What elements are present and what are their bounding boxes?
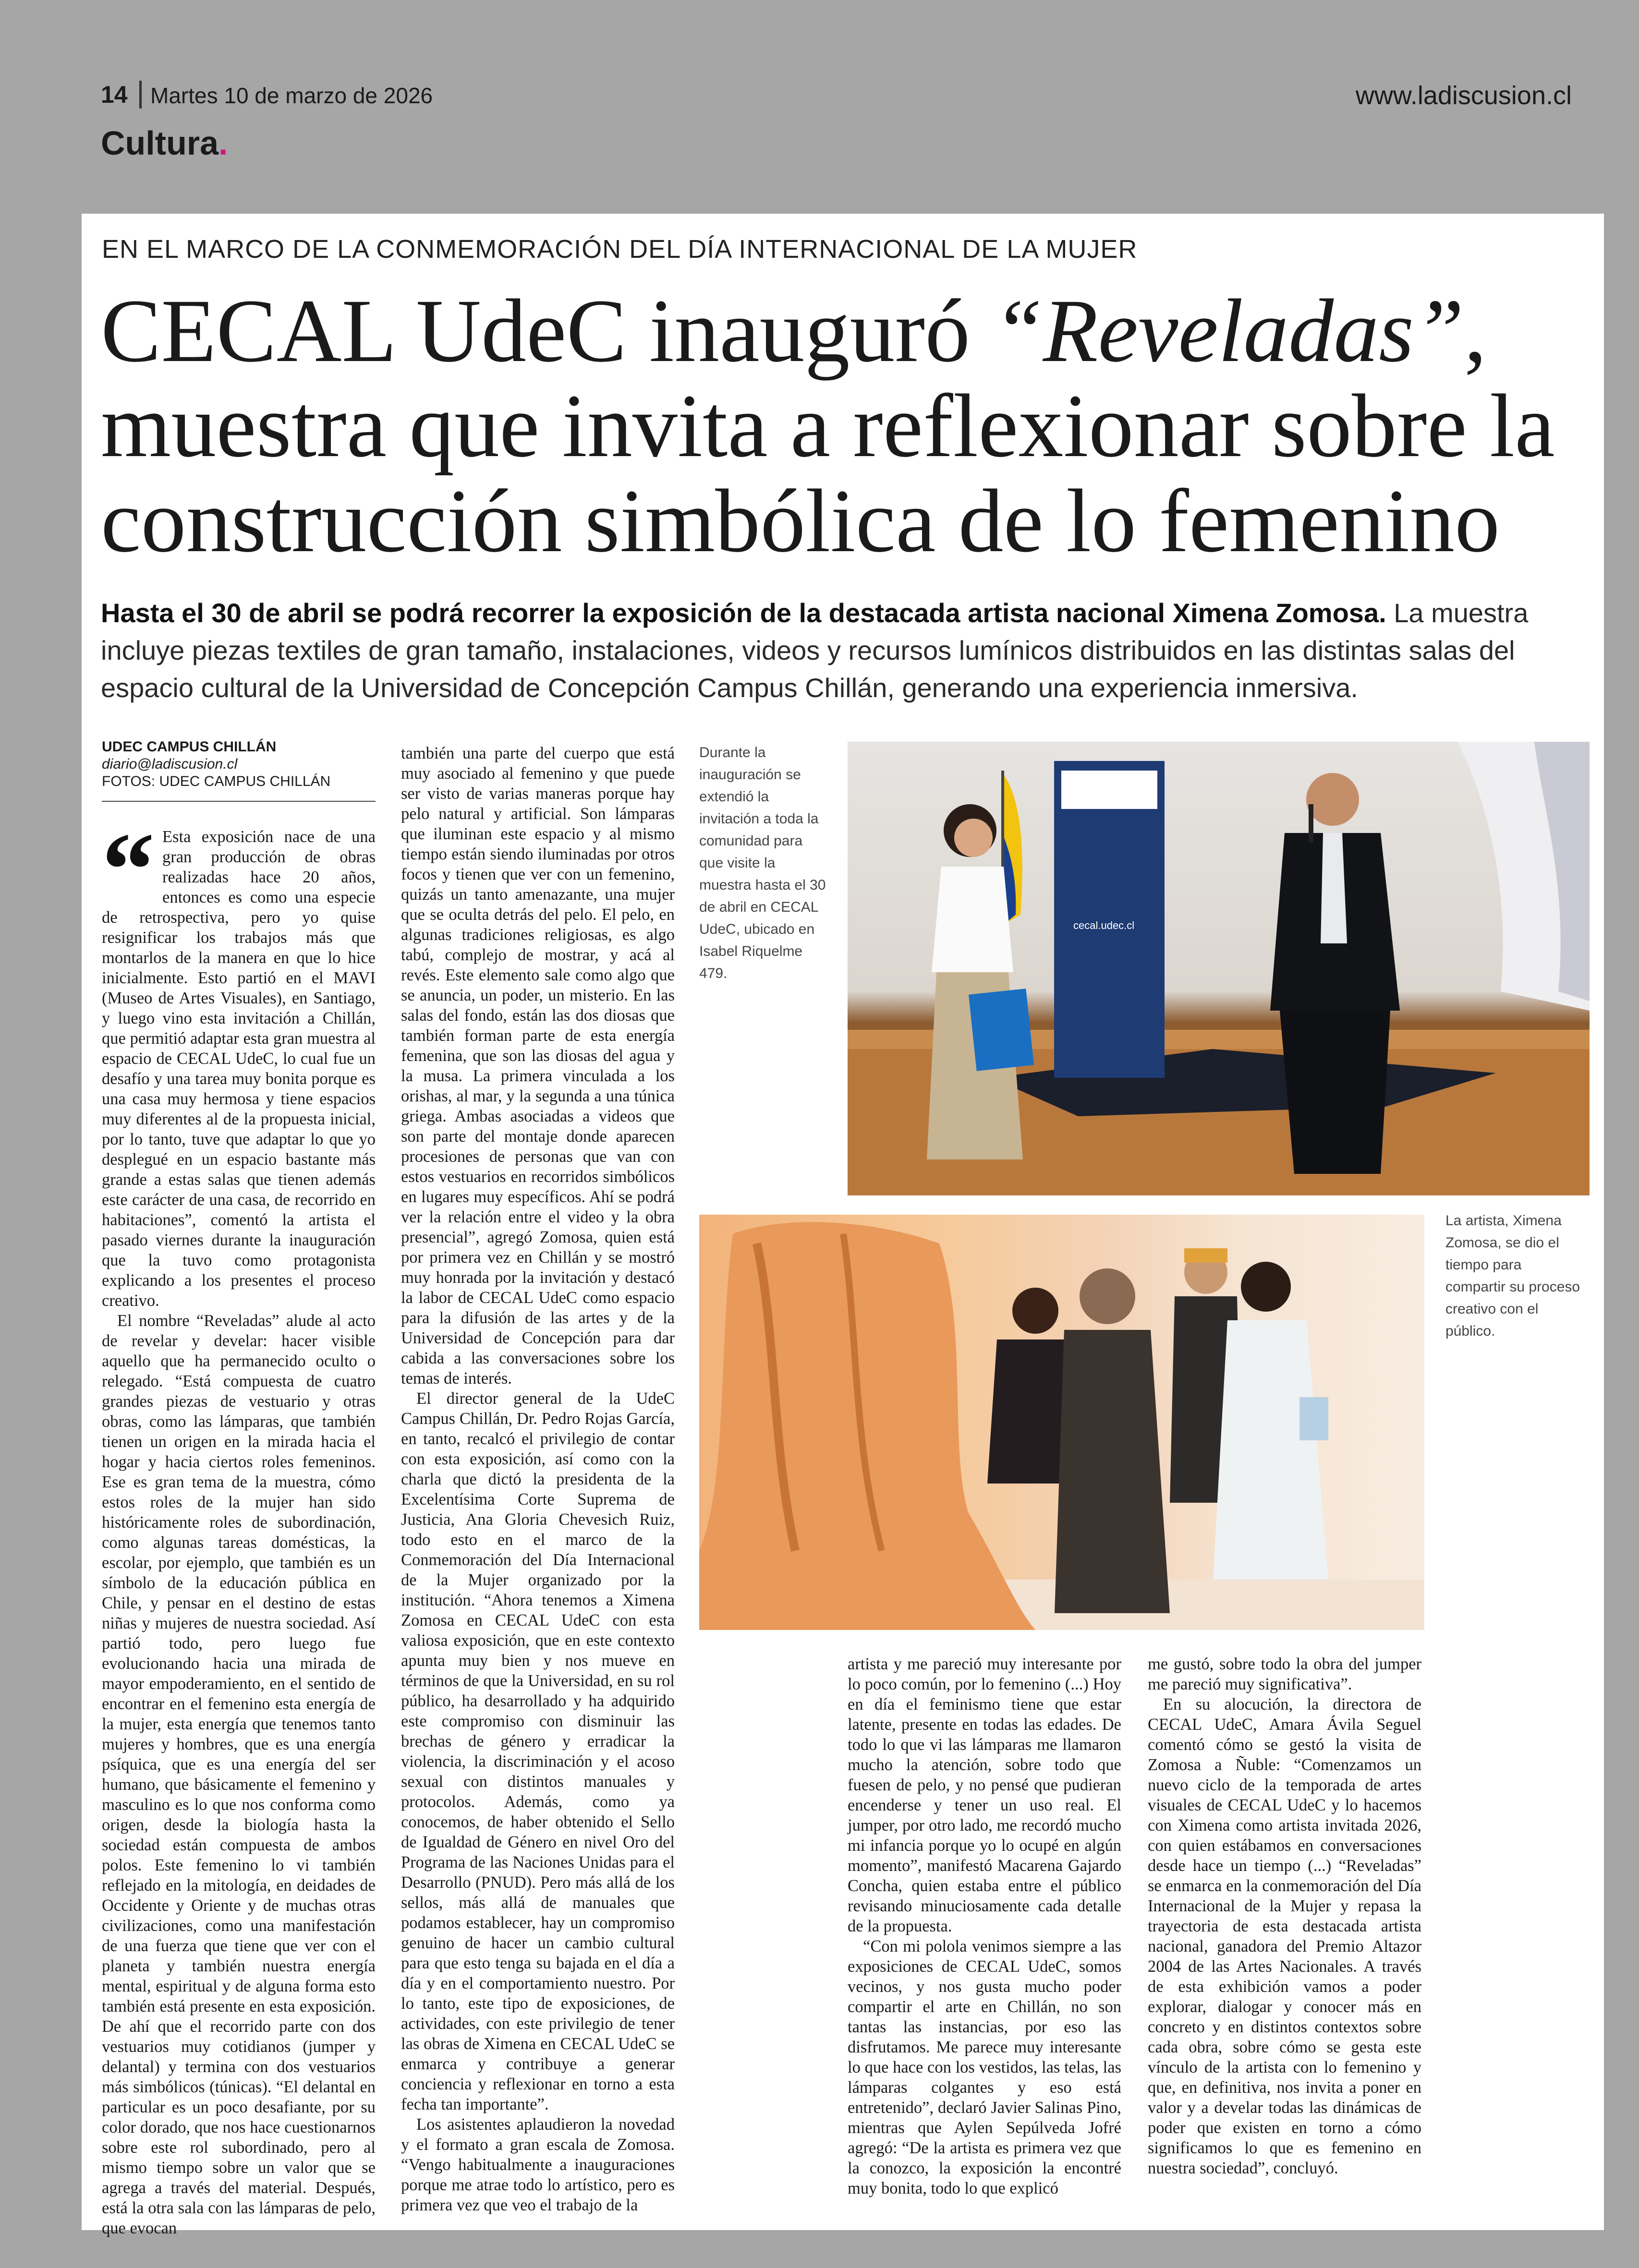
byline-email[interactable]: diario@ladiscusion.cl xyxy=(102,756,238,772)
blue-folder xyxy=(969,989,1034,1071)
banner-logo-area xyxy=(1061,771,1157,809)
woman-white-blouse xyxy=(932,867,1013,972)
visitor-4-head xyxy=(1241,1262,1291,1312)
visitor-1-head xyxy=(1012,1288,1058,1334)
byline-author: UDEC CAMPUS CHILLÁN xyxy=(102,739,277,755)
man-head xyxy=(1306,773,1359,826)
publication-date: Martes 10 de marzo de 2026 xyxy=(150,83,433,108)
section-dot: . xyxy=(219,124,228,162)
byline-divider xyxy=(102,801,376,802)
body-paragraph: “Con mi polola venimos siempre a las exposiciones de CECAL UdeC, somos vecinos, y nos gusta mucho poder compartir el arte en Chillán, no son tantas las instancias, por eso las disfrutamos. Me parece muy interesante lo que hace con los vestidos, las telas, las lámparas colgantes y eso está entretenido”, declaró Javier Salinas Pino, mientras que Aylen Sepúlveda Jofré agregó: “De la artista es primera vez que la conozco, la exposición la encontré muy bonita, todo lo que explicó xyxy=(848,1937,1121,2197)
body-column-1 xyxy=(102,811,376,2238)
body-paragraph: Los asistentes aplaudieron la novedad y el formato a gran escala de Zomosa. “Vengo habitualmente a inauguraciones porque me atrae todo lo artístico, pero es primera vez que veo el trabajo de la xyxy=(401,2115,675,2214)
body-column-3 xyxy=(848,1654,1121,2198)
body-paragraph: El director general de la UdeC Campus Chillán, Dr. Pedro Rojas García, en tanto, recalcó el privilegio de contar con esta exposición, así como con la charla que dictó la presidenta de la Excelentísima Corte Suprema de Justicia, Ana Gloria Chevesich Ruiz, todo esto en el marco de la Conmemoración del Día Internacional de la Mujer organizado por la institución. “Ahora tenemos a Ximena Zomosa en CECAL UdeC con esta valiosa exposición, que en este contexto apunta muy bien y nos mueve en términos de que la Universidad, en su rol público, ha desarrollado y ha adquirido este compromiso con disminuir las brechas de género y erradicar la violencia, la discriminación y el acoso sexual con distintos manuales y protocolos. Además, como ya conocemos, de haber obtenido el Sello de Igualdad de Género en nivel Oro del Programa de las Naciones Unidas para el Desarrollo (PNUD). Pero más allá de los sellos, más allá de manuales que podamos establecer, hay un compromiso genuino de hacer un cambio cultural para que esto tenga su bajada en el día a día y en el comportamiento nuestro. Por lo tanto, este tipo de exposiciones, de actividades, con este privilegio de tener las obras de Ximena en CECAL UdeC se enmarca y contribuye a generar conciencia y reflexionar en torno a esta fecha tan importante”. xyxy=(401,1389,675,2113)
golden-garment-artwork xyxy=(699,1222,1035,1630)
headline-part2: , muestra que invita a reflexionar sobre la construcción simbólica de lo femenino xyxy=(101,280,1555,571)
photo-caption-2: La artista, Ximena Zomosa, se dio el tiempo para compartir su proceso creativo con el público. xyxy=(1445,1213,1580,1339)
headline-part1: CECAL UdeC inauguró xyxy=(101,280,993,381)
body-column-4 xyxy=(1148,1654,1421,2178)
body-column-2 xyxy=(401,743,675,2215)
lead-rest: La muestra incluye piezas textiles de gran tamaño, instalaciones, videos y recursos lumínicos distribuidos en las distintas salas del espacio cultural de la Universidad de Concepción Campus Chillán, generando una experiencia inmersiva. xyxy=(101,598,1529,703)
visitor-2-head xyxy=(1080,1268,1135,1324)
visitor-2-coat xyxy=(1055,1330,1170,1613)
section-name: Cultura xyxy=(101,124,219,162)
body-paragraph: también una parte del cuerpo que está muy asociado al femenino y que puede ser visto de varias maneras porque hay pelo natural y artificial. Son lámparas que iluminan este espacio y al mismo tiempo están siendo iluminadas por otros focos y tienen que ver con un femenino, quizás un tanto amenazante, una mujer que se oculta detrás del pelo. El pelo, en algunas tradiciones religiosas, es algo tabú, complejo de mostrar, y acá al revés. Este elemento sale como algo que se anuncia, un poder, un misterio. En las salas del fondo, están las dos diosas que también forman parte de esta energía femenina, que son las diosas del agua y la musa. La primera vinculada a los orishas, al mar, y la segunda a una túnica griega. Ambas asociadas a videos que son parte del montaje donde aparecen procesiones de personas que van con estos vestuarios en recorridos simbólicos en lugares muy específicos. Ahí se podrá ver la relación entre el video y la obra presencial”, agregó Zomosa, quien está por primera vez en Chillán y se mostró muy honrada por la invitación y destacó la labor de CECAL UdeC como espacio para la difusión de las artes y de la Universidad de Concepción para dar cabida a las conversaciones sobre los temas de interés. xyxy=(401,744,675,1387)
article-headline xyxy=(101,280,1590,571)
body-paragraph: me gustó, sobre todo la obra del jumper me pareció muy significativa”. xyxy=(1148,1655,1421,1693)
headline-italic: “Reveladas” xyxy=(993,280,1464,381)
photo-inauguration-illustration xyxy=(848,742,1590,1195)
article-lead xyxy=(101,594,1566,707)
page-number: 14 xyxy=(101,81,128,108)
visitor-4-white-dress xyxy=(1213,1320,1328,1580)
photo-gallery-illustration xyxy=(699,1215,1424,1630)
photo-inauguration-speakers xyxy=(848,742,1590,1195)
header-divider xyxy=(139,81,142,109)
woman-face xyxy=(954,819,993,857)
website-link[interactable]: www.ladiscusion.cl xyxy=(1355,81,1572,110)
visitor-4-bag xyxy=(1299,1397,1328,1440)
banner-text: cecal.udec.cl xyxy=(1073,919,1135,931)
photo-caption-1: Durante la inauguración se extendió la invitación a toda la comunidad para que visite la muestra hasta el 30 de abril en CECAL UdeC, ubicado en Isabel Riquelme 479. xyxy=(699,745,826,981)
body-paragraph: En su alocución, la directora de CECAL UdeC, Amara Ávila Seguel comentó cómo se gestó la visita de Zomosa a Ñuble: “Comenzamos un nuevo ciclo de la temporada de artes visuales de CECAL UdeC y lo hacemos con Ximena como artista invitada 2026, con quien estábamos en conversaciones desde hace un tiempo (...) “Reveladas” se enmarca en la conmemoración del Día Internacional de la Mujer y repasa la trayectoria de esta destacada artista nacional, ganadora del Premio Altazor 2004 de las Artes Nacionales. A través de esta exhibición vamos a poder explorar, dialogar y conocer más en concreto y en distintos contextos sobre cada obra, sobre cómo se gesta este vínculo de la artista con lo femenino y que, en definitiva, nos invita a poner en valor y a develar todas las dinámicas de poder que existen en torno a cómo significamos lo que es femenino en nuestra sociedad”, concluyó. xyxy=(1148,1695,1421,2177)
body-paragraph: Esta exposición nace de una gran producción de obras realizadas hace 20 años, entonces es como una especie de retrospectiva, pero yo quise resignificar los trabajos más que montarlos de la manera en que lo hice inicialmente. Esto partió en el MAVI (Museo de Artes Visuales), en Santiago, y luego vino esta invitación a Chillán, que permitió adaptar esta gran muestra al espacio de CECAL UdeC, lo cual fue un desafío y una tarea muy bonita porque es una casa muy hermosa y tiene espacios muy diferentes al de la propuesta inicial, por lo tanto, tuve que adaptar lo que yo desplegué en un espacio bastante más grande a estas salas que tienen además este carácter de una casa, de recorrido en habitaciones”, comentó la artista el pasado viernes durante la inauguración que la tuvo como protagonista explicando a los presentes el proceso creativo. xyxy=(102,828,376,1310)
section-title xyxy=(101,124,228,162)
body-paragraph: artista y me pareció muy interesante por lo poco común, por lo femenino (...) Hoy en día el feminismo tiene que estar latente, presente en todas las edades. De todo lo que vi las lámparas me llamaron mucho la atención, sobre todo que fuesen de pelo, y no pensé que pudieran encenderse y tener un uso real. El jumper, por otro lado, me recordó mucho mi infancia porque yo lo ocupé en algún momento”, manifestó Macarena Gajardo Concha, quien estaba entre el público revisando minuciosamente cada detalle de la propuesta. xyxy=(848,1655,1121,1935)
byline-photos: FOTOS: UDEC CAMPUS CHILLÁN xyxy=(102,773,331,789)
microphone xyxy=(1309,804,1313,843)
opening-quote-mark: “ xyxy=(102,811,155,928)
article-kicker: EN EL MARCO DE LA CONMEMORACIÓN DEL DÍA INTERNACIONAL DE LA MUJER xyxy=(102,235,1138,264)
visitor-3-cap xyxy=(1184,1248,1227,1263)
man-trousers xyxy=(1280,1011,1390,1174)
body-paragraph: El nombre “Reveladas” alude al acto de revelar y develar: hacer visible aquello que ha permanecido oculto o relegado. “Está compuesta de cuatro grandes piezas de vestuario y otras obras, como las lámparas, que también tienen un origen en la mirada hacia el hogar y hacia ciertos roles femeninos. Ese es gran tema de la muestra, cómo estos roles de la mujer han sido históricamente roles de subordinación, como algunas tareas domésticas, la escolar, por ejemplo, que también es un símbolo de la educación pública en Chile, y pensar en el destino de estas niñas y mujeres de nuestra sociedad. Así partió todo, pero luego fue evolucionando hacia una mirada de mayor empoderamiento, en el sentido de encontrar en el femenino esta energía de la mujer, esta energía que tenemos tanto mujeres y hombres, que es una energía psíquica, que es una energía del ser humano, que básicamente el femenino y masculino es lo que nos conforma como origen, desde la biología hasta la sociedad están compuesta de ambos polos. Este femenino lo vi también reflejado en la mitología, en deidades de Occidente y Oriente y de muchas otras civilizaciones, como una manifestación de una fuerza que tiene que ver con el planeta y también nuestra energía mental, espiritual y de alguna forma esto también está presente en esta exposición. De ahí que el recorrido parte con dos vestuarios muy cotidianos (jumper y delantal) y termina con dos vestuarios más simbólicos (túnicas). “El delantal en particular es un poco desafiante, por su color dorado, que nos hace cuestionarnos sobre este rol subordinado, pero al mismo tiempo sobre un valor que se agrega a través del material. Después, está la otra sala con las lámparas de pelo, que evocan xyxy=(102,1312,376,2237)
lead-bold: Hasta el 30 de abril se podrá recorrer la exposición de la destacada artista nacional Ximena Zomosa. xyxy=(101,598,1386,628)
byline xyxy=(102,738,371,790)
photo-gallery-visitors xyxy=(699,1215,1424,1630)
